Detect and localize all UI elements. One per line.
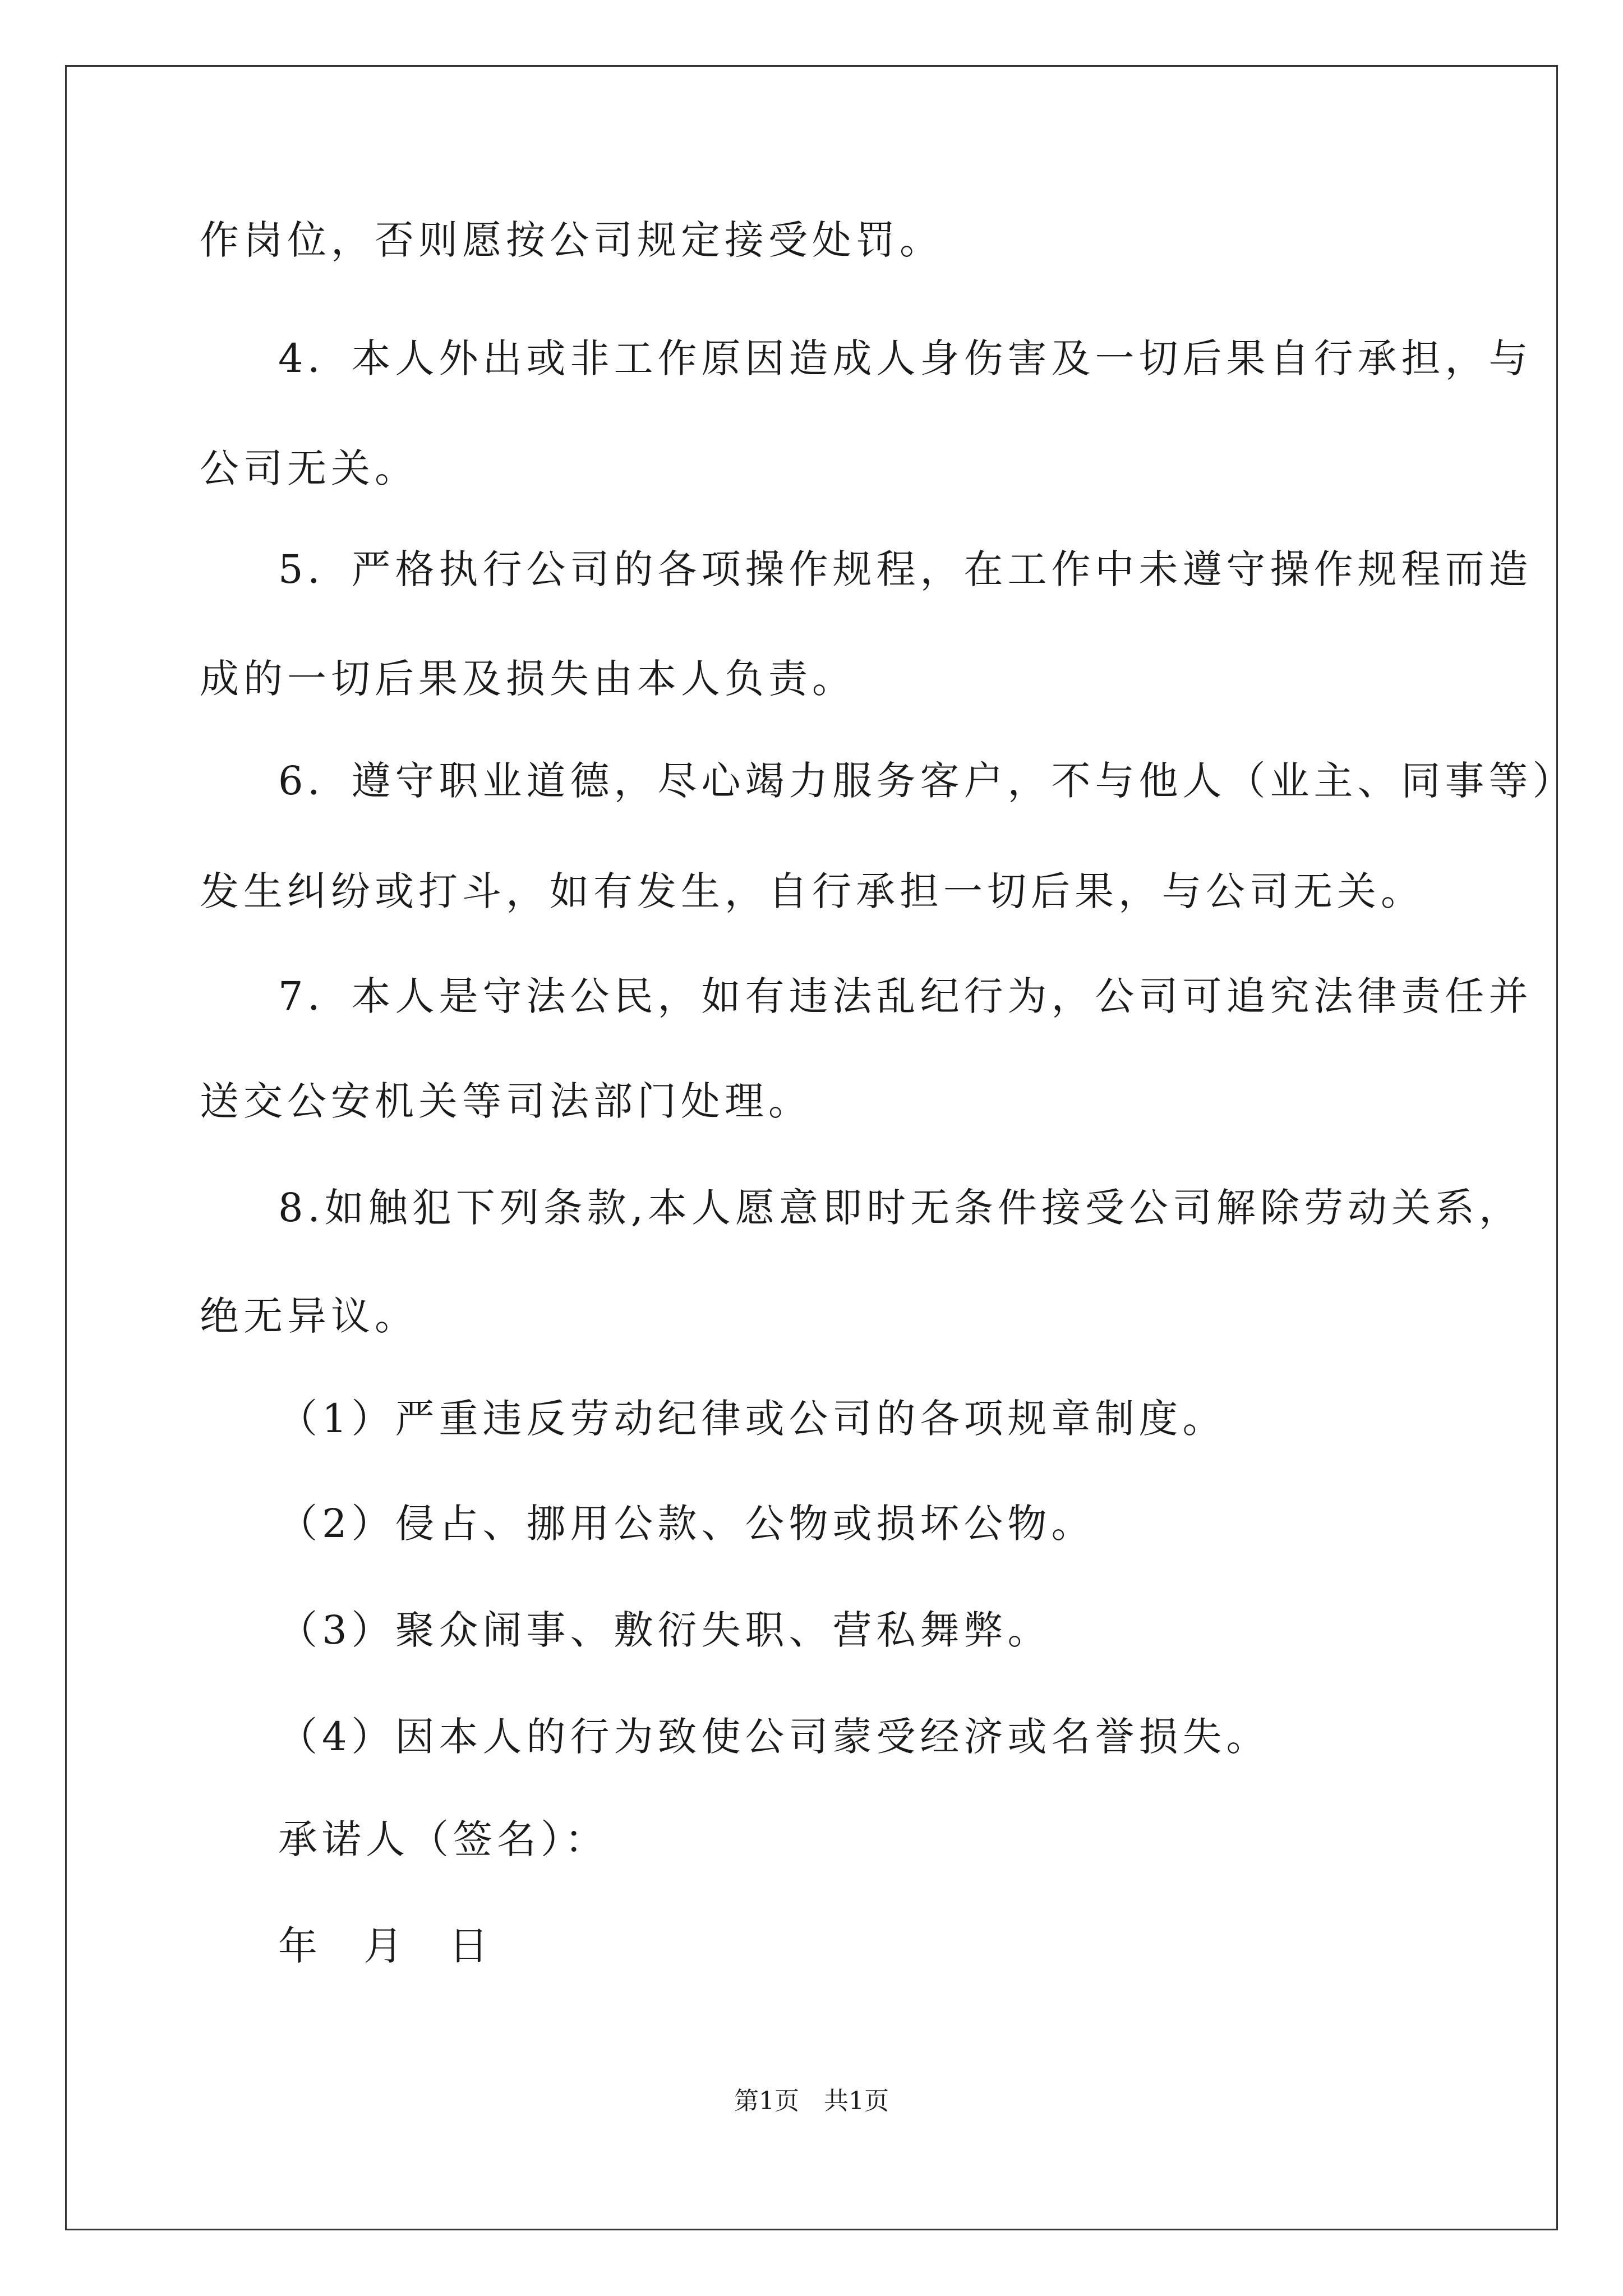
- text-line: 成的一切后果及损失由本人负责。: [200, 656, 856, 702]
- text-line: 绝无异议。: [200, 1293, 418, 1339]
- text-line: 4．本人外出或非工作原因造成人身伤害及一切后果自行承担，与: [278, 335, 1533, 381]
- page-border: [65, 65, 1558, 2230]
- text-line: 8.如触犯下列条款,本人愿意即时无条件接受公司解除劳动关系，: [278, 1185, 1523, 1231]
- text-line: 发生纠纷或打斗，如有发生，自行承担一切后果，与公司无关。: [200, 868, 1424, 914]
- text-line: 7．本人是守法公民，如有违法乱纪行为，公司可追究法律责任并: [278, 973, 1533, 1019]
- text-line: 6．遵守职业道德，尽心竭力服务客户，不与他人（业主、同事等）: [278, 758, 1576, 804]
- text-line: 作岗位，否则愿按公司规定接受处罚。: [200, 217, 943, 263]
- text-line: 5．严格执行公司的各项操作规程，在工作中未遵守操作规程而造: [278, 546, 1533, 592]
- signature-label: 承诺人（签名）：: [278, 1816, 608, 1862]
- text-line: 公司无关。: [200, 445, 418, 491]
- page-footer: 第1页 共1页: [734, 2087, 889, 2115]
- text-line: （3）聚众闹事、敷衍失职、营私舞弊。: [278, 1607, 1052, 1653]
- text-line: （1）严重违反劳动纪律或公司的各项规章制度。: [278, 1396, 1227, 1442]
- date-line: 年 月 日: [278, 1923, 505, 1969]
- text-line: （2）侵占、挪用公款、公物或损坏公物。: [278, 1501, 1095, 1547]
- text-line: 送交公安机关等司法部门处理。: [200, 1078, 812, 1124]
- text-line: （4）因本人的行为致使公司蒙受经济或名誉损失。: [278, 1714, 1270, 1760]
